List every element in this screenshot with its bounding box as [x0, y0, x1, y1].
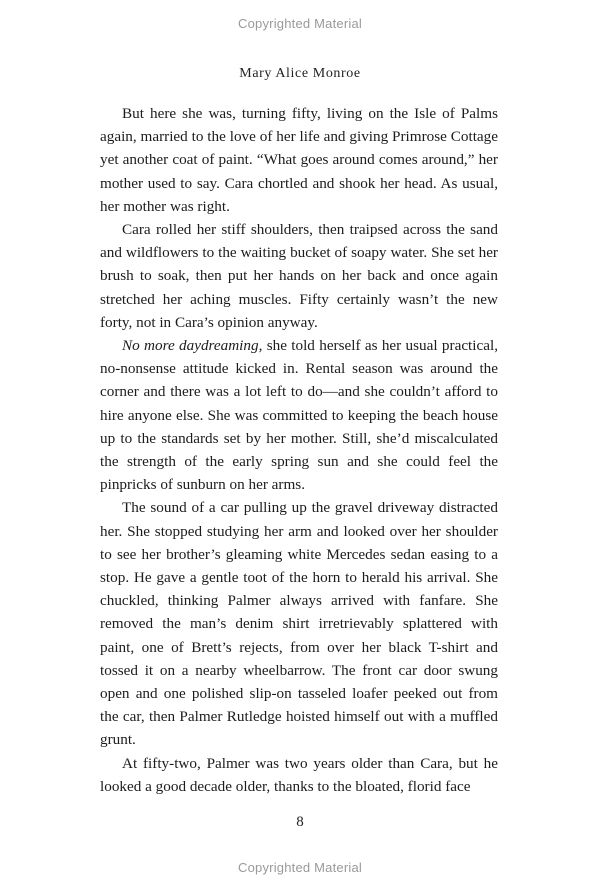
paragraph-text: But here she was, turning fifty, living on the Isle of Palms again, married to the love of her life and giving Primrose Cottage yet another coat of paint. “What goes around comes around,” her mother used to say. Cara chortled and shook her head. As usual, her mother was right.: [100, 105, 498, 215]
paragraph-text: she told herself as her usual practical, no-nonsense attitude kicked in. Rental season was around the corner and there was a lot left to do—and she couldn’t afford to hire anyone else. She was committed to keeping the beach house up to the standards set by her mother. Still, she’d miscalculated the strength of the early spring sun and she could feel the pinpricks of sunburn on her arms.: [100, 337, 498, 494]
paragraph: [100, 334, 498, 496]
paragraph-text: At fifty-two, Palmer was two years older than Cara, but he looked a good decade older, thanks to the bloated, florid face: [100, 754, 498, 795]
paragraph-text: The sound of a car pulling up the gravel driveway distracted her. She stopped studying her arm and looked over her shoulder to see her brother’s gleaming white Mercedes sedan easing to a stop. He gave a gentle toot of the horn to herald his arrival. She chuckled, thinking Palmer always arrived with fanfare. She removed the man’s denim shirt irretrievably splattered with paint, one of Brett’s rejects, from over her black T-shirt and tossed it on a nearby wheelbarrow. The front car door swung open and one polished slip-on tasseled loafer peeked out from the car, then Palmer Rutledge hoisted himself out with a muffled grunt.: [100, 499, 498, 749]
body-text: [100, 102, 498, 798]
running-head-author: Mary Alice Monroe: [239, 66, 361, 81]
paragraph: [100, 102, 498, 218]
page-number: 8: [296, 814, 304, 830]
paragraph-text: Cara rolled her stiff shoulders, then traipsed across the sand and wildflowers to the waiting bucket of soapy water. She set her brush to soak, then put her hands on her back and once again stretched her aching muscles. Fifty certainly wasn’t the new forty, not in Cara’s opinion anyway.: [100, 221, 498, 331]
copyright-watermark-bottom: Copyrighted Material: [238, 860, 362, 875]
paragraph-emphasis: No more daydreaming,: [122, 337, 263, 355]
paragraph: [100, 496, 498, 751]
paragraph: [100, 218, 498, 334]
copyright-watermark-top: Copyrighted Material: [238, 16, 362, 31]
paragraph: [100, 752, 498, 798]
